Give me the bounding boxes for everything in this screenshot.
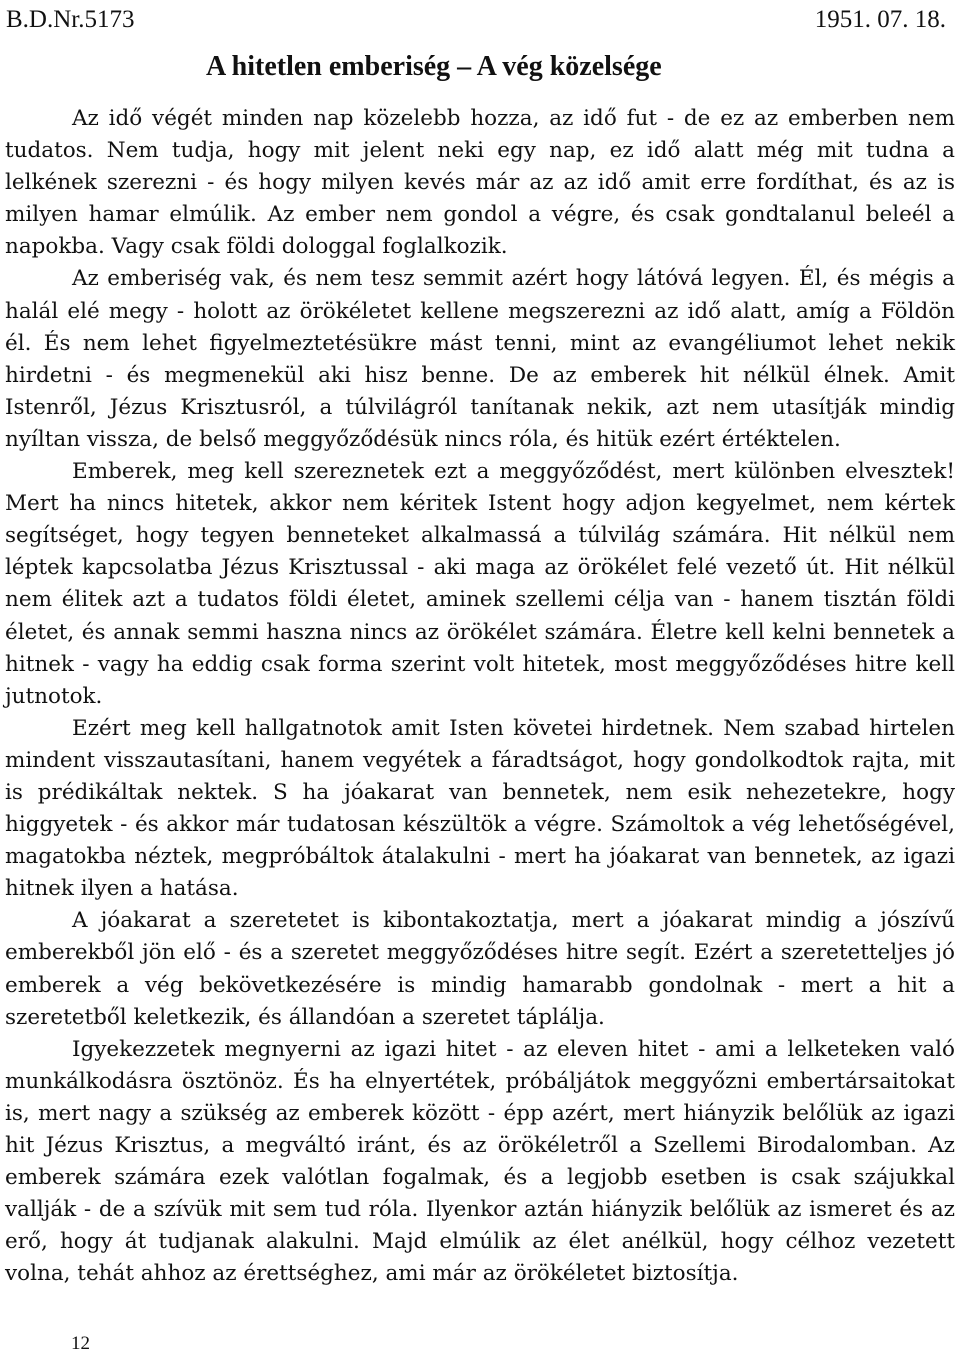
paragraph: Az idő végét minden nap közelebb hozza, az idő fut - de ez az emberben nem tudatos. Nem tudja, hogy mit jelent neki egy nap, ez idő alatt még mit tudna a lelkének szerezni - és hogy milyen kevés már az az idő amit erre fordíthat, és az is milyen hamar elmúlik. Az ember nem gondol a végre, és csak gondtalanul beleél a napokba. Vagy csak földi dologgal foglalkozik.	[5, 106, 955, 260]
body-text	[5, 103, 955, 1290]
paragraph: Emberek, meg kell szereznetek ezt a meggyőződést, mert különben elvesztek! Mert ha nincs hitetek, akkor nem kéritek Istent hogy adjon kegyelmet, nem kértek segítséget, hogy tegyen benneteket alkalmassá a túlvilág számára. Hit nélkül nem léptek kapcsolatba Jézus Krisztussal - aki maga az örökélet felé vezető út. Hit nélkül nem élitek azt a tudatos földi életet, aminek szellemi célja van - hanem tisztán földi életet, és annak semmi haszna nincs az örökélet számára. Életre kell kelni bennetek a hitnek - vagy ha eddig csak forma szerint volt hitetek, most meggyőződéses hitre kell jutnotok.	[5, 459, 955, 709]
page-title: A hitetlen emberiség – A vég közelsége	[206, 51, 662, 82]
paragraph: Az emberiség vak, és nem tesz semmit azért hogy látóvá legyen. Él, és mégis a halál elé megy - holott az örökéletet kellene megszerezni az idő alatt, amíg a Földön él. És nem lehet figyelmeztetésükre mást tenni, mint az evangéliumot lehet nekik hirdetni - és megmenekül aki hisz benne. De az emberek hit nélkül élnek. Amit Istenről, Jézus Krisztusról, a túlvilágról tanítanak nekik, azt nem utasítják mindig nyíltan vissza, de belső meggyőződésük nincs róla, és hitük ezért értéktelen.	[5, 266, 955, 452]
paragraph: A jóakarat a szeretetet is kibontakoztatja, mert a jóakarat mindig a jószívű emberekből jön elő - és a szeretet meggyőződéses hitre segít. Ezért a szeretetteljes jó emberek a vég bekövetkezésére is mindig hamarabb gondolnak - mert a hit a szeretetből keletkezik, és állandóan a szeretet táplálja.	[5, 908, 955, 1030]
paragraph: Ezért meg kell hallgatnotok amit Isten követei hirdetnek. Nem szabad hirtelen mindent visszautasítani, hanem vegyétek a fáradtságot, hogy gondolkodtok rajta, mit is prédikáltak nektek. S ha jóakarat van bennetek, nem esik nehezetekre, hogy higgyetek - és akkor már tudatosan készültök a végre. Számoltok a vég lehetőségével, magatokba néztek, megpróbáltok átalakulni - mert ha jóakarat van bennetek, az igazi hitnek ilyen a hatása.	[5, 715, 955, 902]
paragraph: Igyekezzetek megnyerni az igazi hitet - az eleven hitet - ami a lelketeken való munkálkodásra ösztönöz. És ha elnyertétek, próbáljátok meggyőzni embertársaitokat is, mert nagy a szükség az emberek között - épp azért, mert hiányzik belőlük az igazi hit Jézus Krisztus, a megváltó iránt, és az örökéletről a Szellemi Birodalomban. Az emberek számára ezek valótlan fogalmak, és a legjobb esetben is csak szájukkal vallják - de a szívük mit sem tud róla. Ilyenkor aztán hiányzik belőlük az ismeret és az erő, hogy át tudjanak alakulni. Majd elmúlik az élet anélkül, hogy célhoz vezetett volna, tehát ahhoz az érettséghez, ami már az örökéletet biztosítja.	[5, 1036, 955, 1287]
page-number: 12	[71, 1333, 90, 1354]
document-number: B.D.Nr.5173	[6, 6, 135, 33]
document-date: 1951. 07. 18.	[814, 6, 946, 33]
